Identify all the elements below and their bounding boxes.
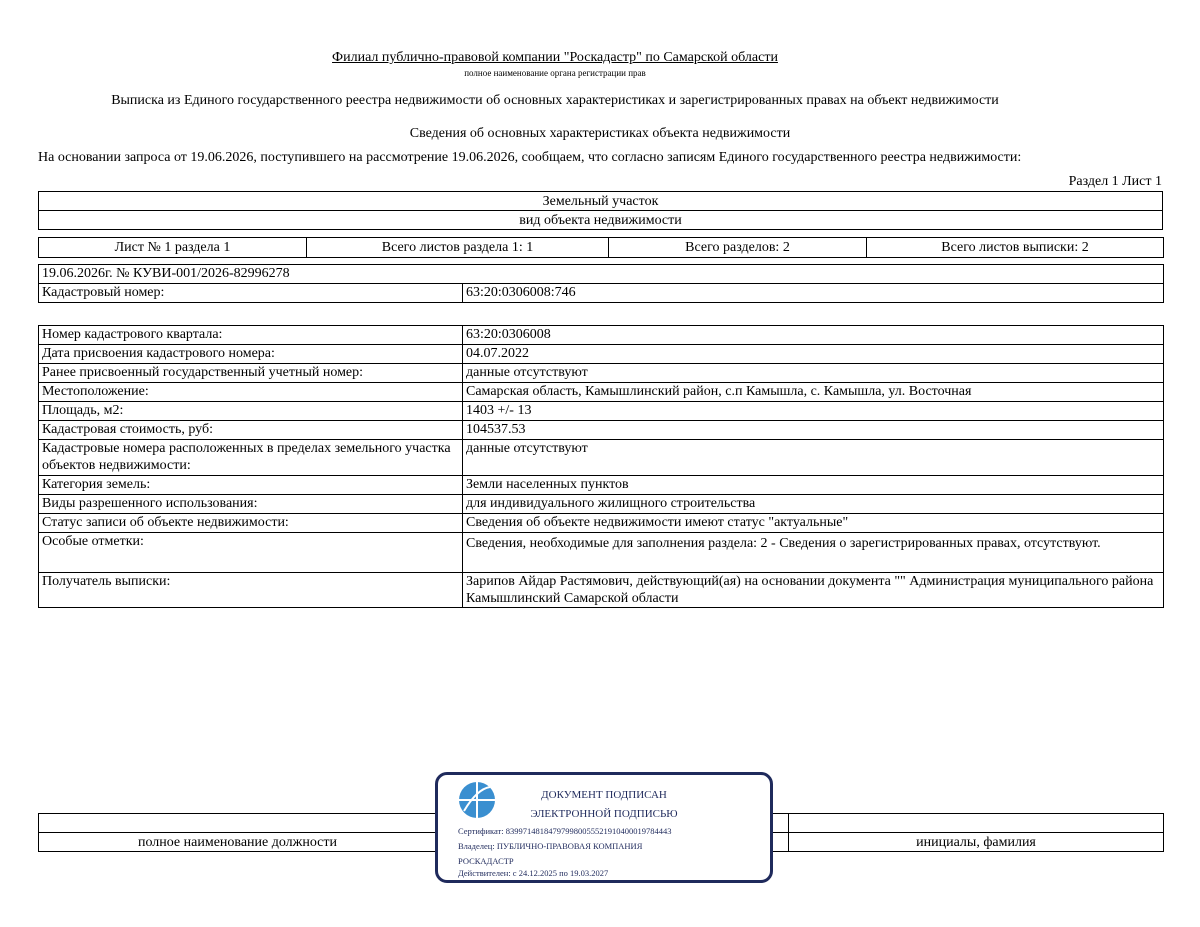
intro-text: На основании запроса от 19.06.2026, поступившего на рассмотрение 19.06.2026, сообщаем, что согласно записям Единого государственного реестра недвижимости: (38, 150, 1022, 165)
row-value: Самарская область, Камышлинский район, с.п Камышла, с. Камышла, ул. Восточная (463, 383, 1164, 402)
total-sheets-section: Всего листов раздела 1: 1 (307, 238, 609, 258)
stamp-owner-2: РОСКАДАСТР (458, 856, 514, 866)
sheets-table (38, 237, 1164, 258)
extract-date-number: 19.06.2026г. № КУВИ-001/2026-82996278 (39, 265, 1164, 284)
section-title: Сведения об основных характеристиках объекта недвижимости (409, 126, 791, 141)
row-label: Кадастровая стоимость, руб: (39, 421, 463, 440)
characteristics-table (38, 325, 1164, 608)
row-value: для индивидуального жилищного строительства (463, 495, 1164, 514)
section-sheet-label: Раздел 1 Лист 1 (1068, 174, 1162, 189)
identification-table (38, 264, 1164, 303)
org-name: Филиал публично-правовой компании "Роскадастр" по Самарской области (332, 50, 778, 65)
e-signature-stamp (435, 772, 773, 883)
total-sheets-extract: Всего листов выписки: 2 (867, 238, 1164, 258)
stamp-owner: Владелец: ПУБЛИЧНО-ПРАВОВАЯ КОМПАНИЯ (458, 841, 643, 851)
row-label: Ранее присвоенный государственный учетный номер: (39, 364, 463, 383)
org-caption: полное наименование органа регистрации прав (464, 68, 646, 78)
cadastral-number-label: Кадастровый номер: (39, 284, 463, 303)
row-label: Номер кадастрового квартала: (39, 326, 463, 345)
total-sections: Всего разделов: 2 (609, 238, 867, 258)
row-label: Местоположение: (39, 383, 463, 402)
cadastral-number-value: 63:20:0306008:746 (463, 284, 1164, 303)
row-label: Кадастровые номера расположенных в пределах земельного участка объектов недвижимости: (39, 440, 463, 476)
name-caption: инициалы, фамилия (789, 833, 1164, 852)
row-value: Сведения, необходимые для заполнения раздела: 2 - Сведения о зарегистрированных правах, отсутствуют. (463, 533, 1164, 573)
row-value: Сведения об объекте недвижимости имеют статус "актуальные" (463, 514, 1164, 533)
row-label: Категория земель: (39, 476, 463, 495)
document-title: Выписка из Единого государственного реестра недвижимости об основных характеристиках и зарегистрированных правах на объект недвижимости (111, 93, 999, 108)
row-value: 04.07.2022 (463, 345, 1164, 364)
row-label: Виды разрешенного использования: (39, 495, 463, 514)
row-label: Дата присвоения кадастрового номера: (39, 345, 463, 364)
row-label: Статус записи об объекте недвижимости: (39, 514, 463, 533)
sheet-number: Лист № 1 раздела 1 (39, 238, 307, 258)
row-label: Особые отметки: (39, 533, 463, 573)
object-type-table (38, 191, 1163, 230)
row-value: 1403 +/- 13 (463, 402, 1164, 421)
stamp-valid: Действителен: с 24.12.2025 по 19.03.2027 (458, 868, 609, 878)
stamp-line-2: ЭЛЕКТРОННОЙ ПОДПИСЬЮ (530, 808, 678, 820)
row-value: Земли населенных пунктов (463, 476, 1164, 495)
row-value: данные отсутствуют (463, 440, 1164, 476)
row-label: Получатель выписки: (39, 573, 463, 608)
stamp-line-1: ДОКУМЕНТ ПОДПИСАН (541, 789, 667, 801)
row-label: Площадь, м2: (39, 402, 463, 421)
stamp-certificate: Сертификат: 839971481847979980055521910400019784443 (458, 826, 672, 836)
object-type: Земельный участок (39, 192, 1163, 211)
position-caption: полное наименование должности (39, 833, 437, 852)
row-value: Зарипов Айдар Растямович, действующий(ая) на основании документа "" Администрация муниципального района Камышлинский Самарской области (463, 573, 1164, 608)
row-value: 104537.53 (463, 421, 1164, 440)
object-type-caption: вид объекта недвижимости (39, 211, 1163, 230)
row-value: данные отсутствуют (463, 364, 1164, 383)
row-value: 63:20:0306008 (463, 326, 1164, 345)
